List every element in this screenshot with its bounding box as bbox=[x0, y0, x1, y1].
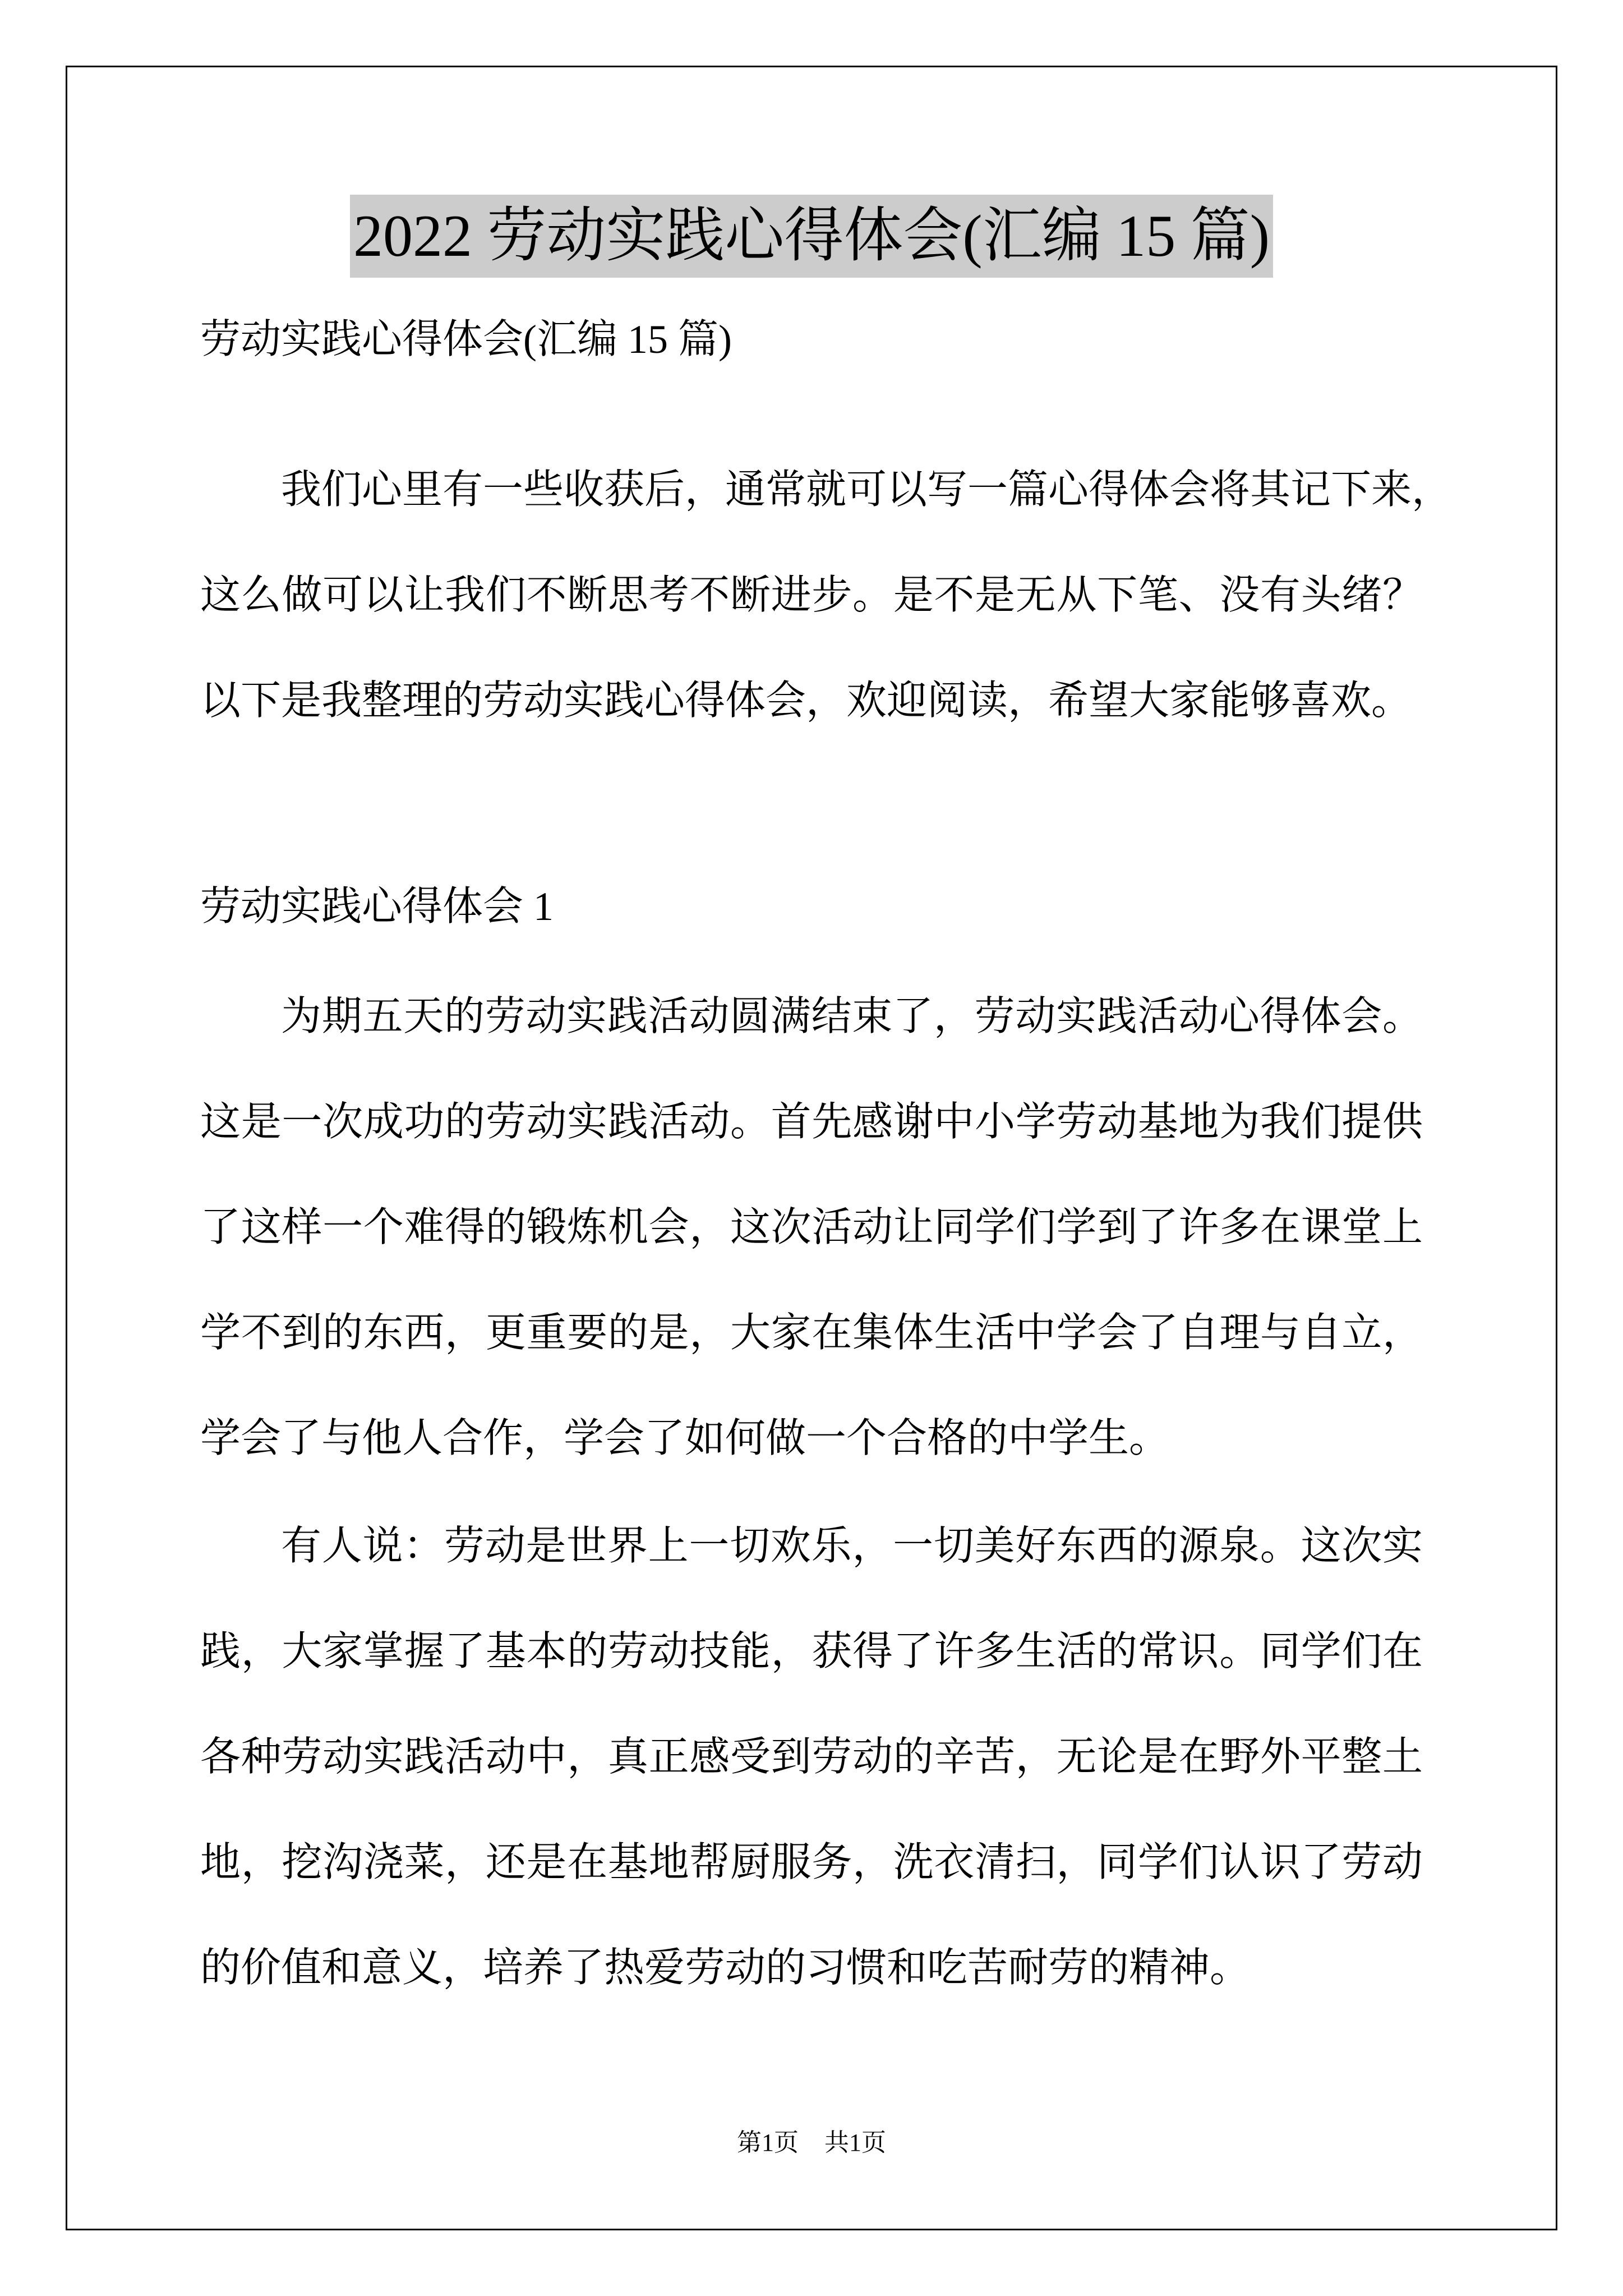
paragraph-line: 践，大家掌握了基本的劳动技能，获得了许多生活的常识。同学们在 bbox=[200, 1629, 1423, 1674]
paragraph-line: 这是一次成功的劳动实践活动。首先感谢中小学劳动基地为我们提供 bbox=[200, 1099, 1423, 1144]
paragraph-line: 学会了与他人合作，学会了如何做一个合格的中学生。 bbox=[200, 1416, 1170, 1461]
paragraph-line: 有人说：劳动是世界上一切欢乐，一切美好东西的源泉。这次实 bbox=[281, 1524, 1423, 1568]
paragraph-line: 我们心里有一些收获后，通常就可以写一篇心得体会将其记下来， bbox=[281, 467, 1453, 512]
section-heading: 劳动实践心得体会 1 bbox=[200, 884, 554, 929]
paragraph-line: 了这样一个难得的锻炼机会，这次活动让同学们学到了许多在课堂上 bbox=[200, 1205, 1423, 1250]
document-subtitle: 劳动实践心得体会(汇编 15 篇) bbox=[200, 317, 732, 362]
title-container bbox=[0, 195, 1623, 278]
paragraph-line: 这么做可以让我们不断思考不断进步。是不是无从下笔、没有头绪？ bbox=[200, 573, 1423, 618]
section-paragraph bbox=[200, 1493, 1423, 2021]
document-body bbox=[200, 287, 1453, 2021]
paragraph-line: 的价值和意义，培养了热爱劳动的习惯和吃苦耐劳的精神。 bbox=[200, 1945, 1251, 1990]
page-total: 共1页 bbox=[824, 2129, 886, 2156]
intro-paragraph bbox=[200, 437, 1453, 753]
paragraph-line: 为期五天的劳动实践活动圆满结束了，劳动实践活动心得体会。 bbox=[281, 994, 1423, 1039]
paragraph-line: 学不到的东西，更重要的是，大家在集体生活中学会了自理与自立， bbox=[200, 1310, 1423, 1355]
paragraph-line: 地，挖沟浇菜，还是在基地帮厨服务，洗衣清扫，同学们认识了劳动 bbox=[200, 1840, 1423, 1885]
document-title: 2022 劳动实践心得体会(汇编 15 篇) bbox=[350, 195, 1273, 278]
page-number: 第1页 bbox=[737, 2129, 799, 2156]
paragraph-line: 各种劳动实践活动中，真正感受到劳动的辛苦，无论是在野外平整土 bbox=[200, 1734, 1423, 1779]
page-footer bbox=[0, 2126, 1623, 2160]
paragraph-line: 以下是我整理的劳动实践心得体会，欢迎阅读，希望大家能够喜欢。 bbox=[200, 678, 1412, 723]
section-paragraph bbox=[200, 964, 1423, 1491]
